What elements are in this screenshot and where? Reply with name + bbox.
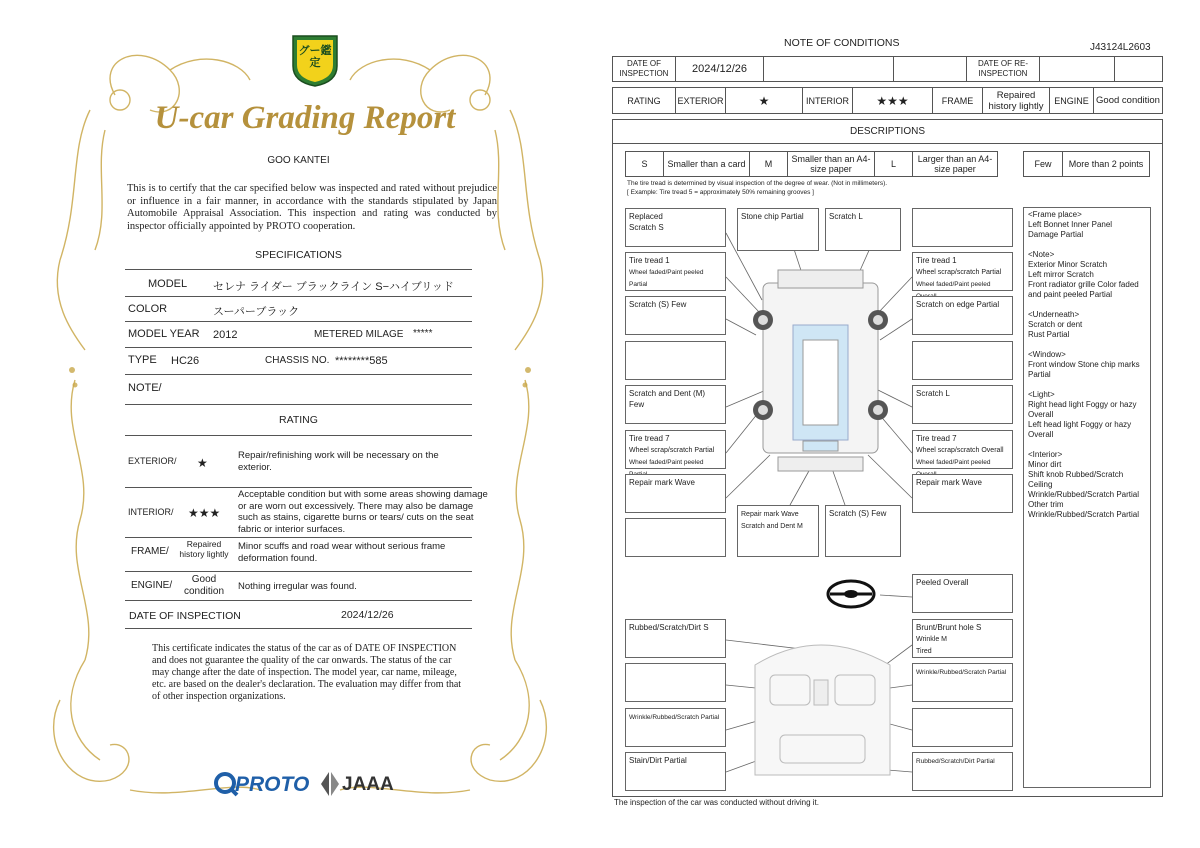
desc-box	[912, 341, 1013, 380]
interior-description: Acceptable condition but with some areas showing damage or are worn out excessively. There may also be damage such as stains, cigarette burns or tears/ cuts on the seat fabric or interior surfaces.	[238, 489, 488, 535]
inspection-date-value: 2024/12/26	[341, 609, 394, 621]
desc-text: Scratch L	[916, 389, 950, 398]
note-line: Left mirror Scratch	[1028, 270, 1094, 279]
interior-label: INTERIOR/	[128, 507, 174, 517]
proto-logo	[213, 771, 313, 797]
model-label: MODEL	[148, 278, 188, 290]
desc-box	[625, 708, 726, 747]
size-legend	[625, 151, 998, 177]
divider	[125, 296, 472, 297]
desc-text: Stain/Dirt Partial	[629, 756, 687, 765]
desc-text: Tired	[916, 648, 932, 655]
legend-desc-few: More than 2 points	[1068, 159, 1144, 169]
note-line: <Light>	[1028, 390, 1055, 399]
certification-intro: This is to certify that the car specified below was inspected and rated without prejudice or influence in a fair manner, in accordance with the standards stipulated by Japan Automobile Appraisal Association. This inspection and rating was conducted by inspector officially appointed by PROTO cooperation.	[127, 183, 497, 232]
date-inspection-label: DATE OF INSPECTION	[613, 57, 676, 81]
type-value: HC26	[171, 355, 200, 367]
sheet-title: NOTE OF CONDITIONS	[784, 37, 900, 49]
engine-label: ENGINE	[1050, 88, 1094, 113]
note-line: Other trim	[1028, 500, 1064, 509]
report-title: U-car Grading Report	[154, 100, 456, 136]
note-line: Rust Partial	[1028, 330, 1070, 339]
note-line	[1028, 300, 1146, 310]
frame-description: Minor scuffs and road wear without serious frame deformation found.	[238, 541, 446, 564]
engine-rating: Good condition	[183, 574, 225, 597]
note-line: Scratch or dent	[1028, 320, 1083, 329]
jaaa-logo	[318, 771, 398, 797]
note-line: Shift knob Rubbed/Scratch	[1028, 470, 1124, 479]
note-line: Left head light Foggy or hazy Overall	[1028, 420, 1132, 439]
desc-text: Wheel faded/Paint peeled	[916, 459, 991, 466]
note-line	[1028, 340, 1146, 350]
desc-text: Wrinkle/Rubbed/Scratch Partial	[916, 669, 1007, 676]
note-line	[1028, 240, 1146, 250]
desc-box	[625, 208, 726, 247]
rating-row	[612, 87, 1163, 114]
proto-text: PROTO	[235, 773, 310, 796]
note-line: Left Bonnet Inner Panel	[1028, 220, 1113, 229]
desc-text: Wheel faded/Paint peeled Partial	[629, 269, 704, 288]
sheet-code: J43124L2603	[1090, 42, 1151, 53]
model-year-label: MODEL YEAR	[128, 328, 200, 340]
date-row	[612, 56, 1163, 82]
desc-box	[737, 208, 819, 251]
desc-box	[625, 518, 726, 557]
desc-box	[625, 619, 726, 658]
desc-box	[737, 505, 819, 557]
metered-milage-label: METERED MILAGE	[314, 329, 404, 340]
desc-box	[625, 385, 726, 424]
model-year-value: 2012	[213, 329, 238, 341]
frame-label: FRAME	[933, 88, 983, 113]
desc-box	[912, 208, 1013, 247]
legend-key-l: L	[875, 152, 913, 176]
desc-text: Scratch S	[629, 223, 664, 232]
empty-cell	[1115, 57, 1162, 81]
interior-value: ★★★	[853, 88, 933, 113]
frame-rating: Repaired history lightly	[179, 539, 229, 559]
sheet-footer: The inspection of the car was conducted without driving it.	[614, 798, 819, 807]
desc-box	[912, 474, 1013, 513]
legend-desc-l: Larger than an A4-size paper	[917, 154, 993, 174]
model-value: セレナ ライダー ブラックライン S−ハイブリッド	[213, 281, 454, 293]
desc-box	[625, 341, 726, 380]
legend-key-few: Few	[1024, 152, 1063, 176]
interior-diagram	[755, 645, 890, 775]
desc-text: Scratch (S) Few	[629, 300, 687, 309]
desc-box	[912, 430, 1013, 469]
desc-text: Scratch and Dent (M) Few	[629, 389, 706, 409]
desc-text: Wheel faded/Paint peeled	[629, 459, 704, 466]
desc-box	[912, 574, 1013, 613]
desc-text: Repair mark Wave	[741, 511, 799, 518]
desc-text: Wheel scrap/scratch Overall	[916, 447, 1004, 454]
exterior-rating: ★	[197, 456, 208, 470]
inspection-date-label: DATE OF INSPECTION	[129, 610, 241, 622]
divider	[125, 374, 472, 375]
desc-box	[625, 474, 726, 513]
note-line: Front window Stone chip marks Partial	[1028, 360, 1140, 379]
desc-text: Tire tread 7	[629, 434, 670, 443]
note-line: Wrinkle/Rubbed/Scratch Partial	[1028, 510, 1140, 519]
desc-text: Stone chip Partial	[741, 212, 804, 221]
desc-text: Wheel faded/Paint peeled	[916, 281, 991, 288]
desc-text: Rubbed/Scratch/Dirt Partial	[916, 758, 995, 765]
date-reinspection-label: DATE OF RE-INSPECTION	[967, 57, 1040, 81]
desc-box	[625, 252, 726, 291]
divider	[125, 269, 472, 270]
desc-text: Repair mark Wave	[629, 478, 695, 487]
divider	[125, 435, 472, 436]
exterior-value: ★	[726, 88, 803, 113]
jaaa-mark-icon	[318, 771, 340, 797]
desc-box	[825, 505, 901, 557]
desc-box	[912, 296, 1013, 335]
desc-text: Wheel scrap/scratch Partial	[916, 269, 1002, 276]
empty-cell	[764, 57, 894, 81]
report-subtitle: GOO KANTEI	[267, 155, 330, 166]
note-line: <Note>	[1028, 250, 1055, 259]
chassis-label: CHASSIS NO.	[265, 355, 330, 366]
steering-wheel-icon	[828, 581, 874, 607]
badge-text: グー鑑定	[298, 45, 332, 69]
desc-text: Wheel scrap/scratch Partial	[629, 447, 715, 454]
note-line: Minor dirt	[1028, 460, 1062, 469]
note-line: <Window>	[1028, 350, 1066, 359]
desc-text: Wrinkle/Rubbed/Scratch Partial	[629, 714, 720, 721]
desc-box	[912, 752, 1013, 791]
divider	[125, 347, 472, 348]
desc-box	[912, 252, 1013, 291]
engine-label: ENGINE/	[131, 580, 173, 591]
desc-text: Repair mark Wave	[916, 478, 982, 487]
legend-key-s: S	[626, 152, 664, 176]
desc-text: Rubbed/Scratch/Dirt S	[629, 623, 709, 632]
divider	[125, 321, 472, 322]
exterior-label: EXTERIOR	[676, 88, 726, 113]
desc-box	[825, 208, 901, 251]
divider	[125, 628, 472, 629]
desc-box	[625, 752, 726, 791]
legend-desc-m: Smaller than an A4-size paper	[788, 152, 875, 176]
note-line: Wrinkle/Rubbed/Scratch Partial	[1028, 490, 1140, 499]
desc-box	[625, 430, 726, 469]
desc-text: Tire tread 1	[629, 256, 670, 265]
note-line: Damage Partial	[1028, 230, 1084, 239]
desc-text: Scratch (S) Few	[829, 509, 887, 518]
goo-kantei-badge	[287, 32, 343, 88]
note-line: Ceiling	[1028, 480, 1053, 489]
desc-box	[912, 619, 1013, 658]
desc-text: Wrinkle M	[916, 636, 947, 643]
desc-text: Tire tread 7	[916, 434, 957, 443]
desc-text: Scratch L	[829, 212, 863, 221]
notes-column	[1023, 207, 1151, 788]
desc-box	[912, 663, 1013, 702]
note-line	[1028, 380, 1146, 390]
desc-text: Peeled Overall	[916, 578, 969, 587]
color-label: COLOR	[128, 303, 168, 315]
desc-text: Scratch and Dent M	[741, 523, 803, 530]
note-line: Front radiator grille Color faded and paint peeled Partial	[1028, 280, 1139, 299]
frame-value: Repaired history lightly	[983, 88, 1050, 113]
legend-desc-s: Smaller than a card	[664, 152, 750, 176]
date-inspection-value: 2024/12/26	[676, 57, 764, 81]
spec-heading: SPECIFICATIONS	[255, 249, 342, 261]
note-line: <Underneath>	[1028, 310, 1080, 319]
desc-text: Replaced	[629, 212, 663, 221]
note-line	[1028, 440, 1146, 450]
tire-note: The tire tread is determined by visual inspection of the degree of wear. (Not in millimeters).	[627, 180, 888, 187]
exterior-label: EXTERIOR/	[128, 456, 177, 466]
note-line: Exterior Minor Scratch	[1028, 260, 1108, 269]
legend-key-m: M	[750, 152, 788, 176]
divider	[125, 404, 472, 405]
frame-label: FRAME/	[131, 546, 169, 557]
desc-box	[912, 708, 1013, 747]
divider	[125, 571, 472, 572]
divider	[125, 487, 472, 488]
chassis-value: ********585	[335, 355, 388, 367]
engine-description: Nothing irregular was found.	[238, 581, 357, 592]
note-label: NOTE/	[128, 382, 162, 394]
engine-value: Good condition	[1096, 95, 1160, 106]
note-line: Right head light Foggy or hazy Overall	[1028, 400, 1137, 419]
certificate-footer: This certificate indicates the status of the car as of DATE OF INSPECTION and does not guarantee the quality of the car onwards. The status of the car may change after the date of inspection. The model year, car name, mileage, etc. are based on the dealer's declaration. The evaluation may differ from that of other inspection organizations.	[152, 643, 462, 702]
note-line: <Interior>	[1028, 450, 1063, 459]
desc-box	[625, 296, 726, 335]
color-value: スーパーブラック	[213, 306, 300, 318]
metered-milage-value: *****	[413, 328, 433, 339]
tire-example: [ Example: Tire tread 5 = approximately 50% remaining grooves ]	[627, 189, 814, 196]
empty-cell	[1040, 57, 1115, 81]
jaaa-text: JAAA	[342, 774, 394, 795]
divider	[125, 537, 472, 538]
desc-box	[625, 663, 726, 702]
note-line: <Frame place>	[1028, 210, 1082, 219]
rating-heading: RATING	[279, 414, 318, 426]
divider	[125, 600, 472, 601]
desc-text: Scratch on edge Partial	[916, 300, 1000, 309]
desc-text: Tire tread 1	[916, 256, 957, 265]
descriptions-heading: DESCRIPTIONS	[612, 119, 1163, 144]
few-legend	[1023, 151, 1150, 177]
interior-label: INTERIOR	[803, 88, 853, 113]
desc-text: Brunt/Brunt hole S	[916, 623, 982, 632]
empty-cell	[894, 57, 967, 81]
desc-box	[912, 385, 1013, 424]
exterior-description: Repair/refinishing work will be necessary on the exterior.	[238, 450, 439, 473]
rating-label: RATING	[613, 88, 676, 113]
type-label: TYPE	[128, 354, 157, 366]
interior-rating: ★★★	[188, 506, 221, 520]
